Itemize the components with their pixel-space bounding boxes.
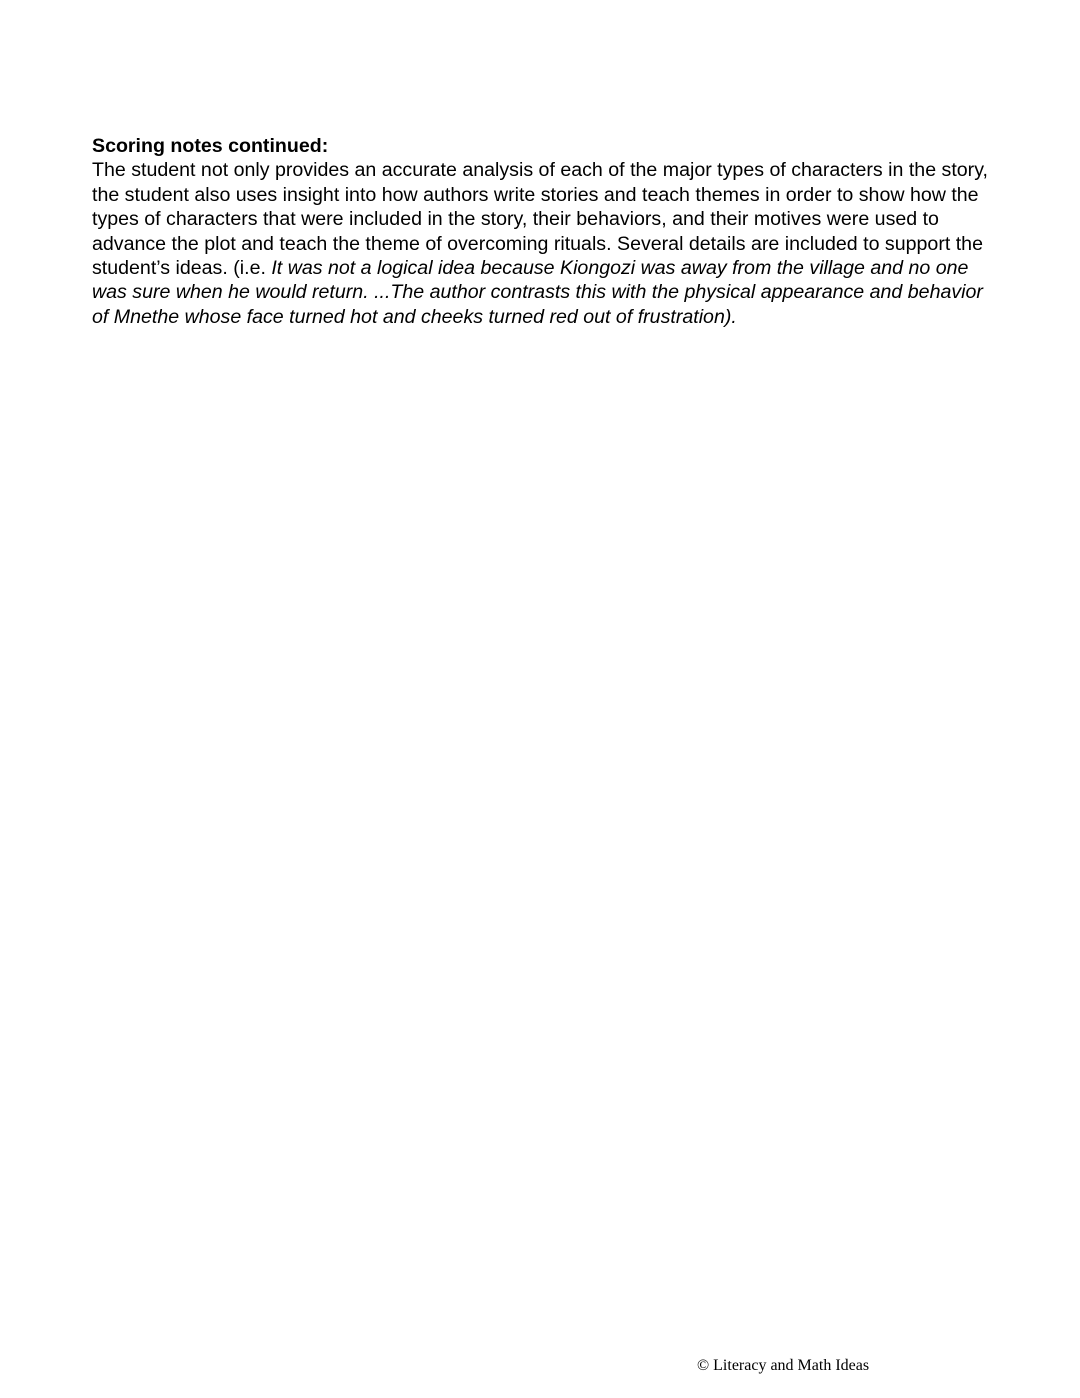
scoring-notes-section xyxy=(92,134,992,329)
scoring-notes-paragraph xyxy=(92,158,992,329)
quoted-evidence: It was not a logical idea because Kiongozi was away from the village and no one was sure when he would return. ...The author contrasts this with the physical appearance and behavior of Mnethe whose face turned hot and cheeks turned red out of frustration). xyxy=(92,257,983,328)
section-heading: Scoring notes continued: xyxy=(92,135,329,157)
analysis-text: The student not only provides an accurate analysis of each of the major types of characters in the story, the student also uses insight into how authors write stories and teach themes in order to show how the types of characters that were included in the story, their behaviors, and their motives were used to advance the plot and teach the theme of overcoming rituals. Several details are included to support the student’s ideas. (i.e. xyxy=(92,159,988,280)
copyright-footer: © Literacy and Math Ideas xyxy=(697,1357,870,1374)
